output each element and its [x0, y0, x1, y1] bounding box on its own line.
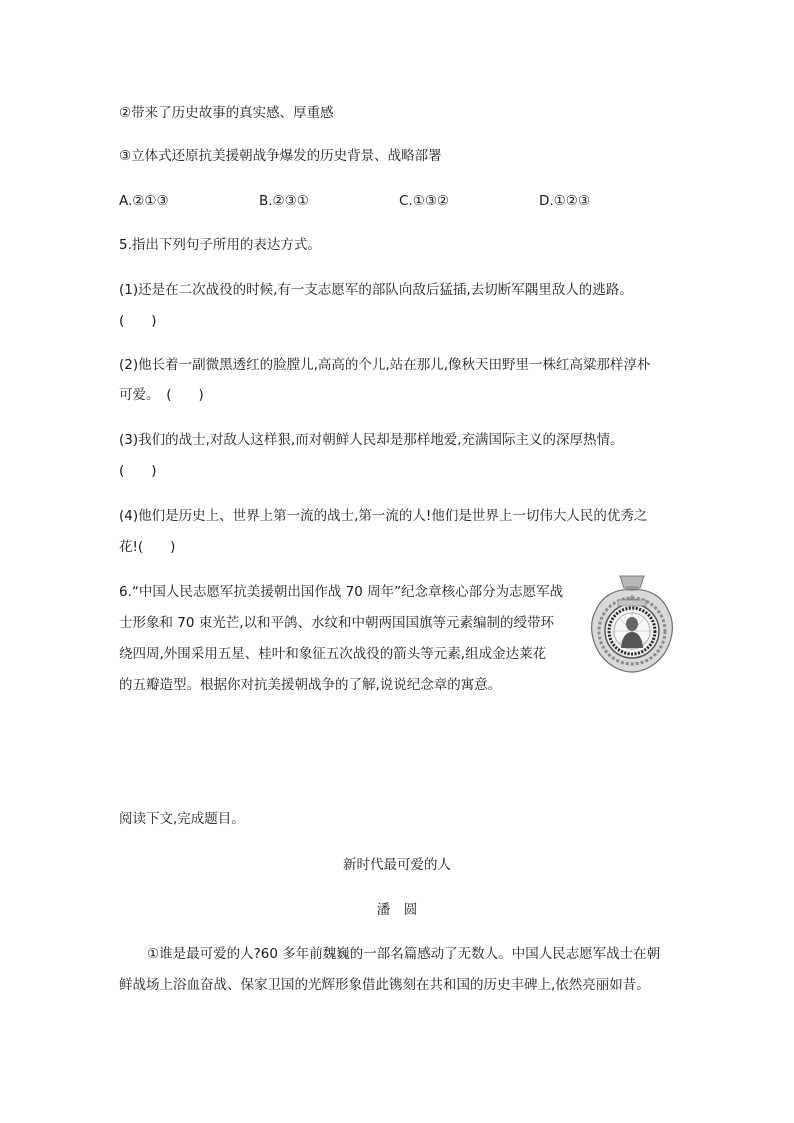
q6-line-1: 6.“中国人民志愿军抗美援朝出国作战 70 周年”纪念章核心部分为志愿军战 [119, 584, 564, 600]
q4-option-d: D.①②③ [539, 193, 590, 209]
q5-sentence-3: (3)我们的战士,对敌人这样狠,而对朝鲜人民却是那样地爱,充满国际主义的深厚热情。 [119, 432, 624, 448]
commemorative-medal-icon [588, 574, 676, 674]
q4-option-a: A.②①③ [119, 193, 169, 209]
q5-answer-blank-1[interactable]: ( ) [119, 313, 157, 329]
article-title: 新时代最可爱的人 [343, 857, 451, 873]
q4-option-b: B.②③① [259, 193, 309, 209]
q5-sentence-2: (2)他长着一副微黑透红的脸膛儿,高高的个儿,站在那儿,像秋天田野里一株红高粱那样淳朴 [119, 357, 651, 373]
article-author: 潘 圆 [376, 902, 418, 918]
q6-line-2: 士形象和 70 束光芒,以和平鸽、水纹和中朝两国国旗等元素编制的绶带环 [119, 615, 555, 631]
q6-line-3: 绕四周,外围采用五星、桂叶和象征五次战役的箭头等元素,组成金达莱花 [119, 646, 547, 662]
q5-answer-blank-2[interactable]: 可爱。 ( ) [119, 387, 204, 403]
q4-item-3: ③立体式还原抗美援朝战争爆发的历史背景、战略部署 [119, 148, 442, 164]
q5-prompt: 5.指出下列句子所用的表达方式。 [119, 237, 321, 253]
q5-answer-blank-3[interactable]: ( ) [119, 463, 157, 479]
article-paragraph-1-line-2: 鲜战场上浴血奋战、保家卫国的光辉形象借此镌刻在共和国的历史丰碑上,依然亮丽如昔。 [119, 977, 650, 993]
q5-sentence-1: (1)还是在二次战役的时候,有一支志愿军的部队向敌后猛插,去切断军隅里敌人的逃路。 [119, 282, 633, 298]
q4-option-c: C.①③② [399, 193, 450, 209]
reading-instruction: 阅读下文,完成题目。 [119, 811, 245, 827]
q4-item-2: ②带来了历史故事的真实感、厚重感 [119, 105, 334, 121]
q5-answer-blank-4[interactable]: 花!( ) [119, 539, 176, 555]
q6-line-4: 的五瓣造型。根据你对抗美援朝战争的了解,说说纪念章的寓意。 [119, 677, 502, 693]
article-paragraph-1-line-1: ①谁是最可爱的人?60 多年前魏巍的一部名篇感动了无数人。中国人民志愿军战士在朝 [147, 946, 661, 962]
q5-sentence-4: (4)他们是历史上、世界上第一流的战士,第一流的人!他们是世界上一切伟大人民的优秀之 [119, 508, 648, 524]
